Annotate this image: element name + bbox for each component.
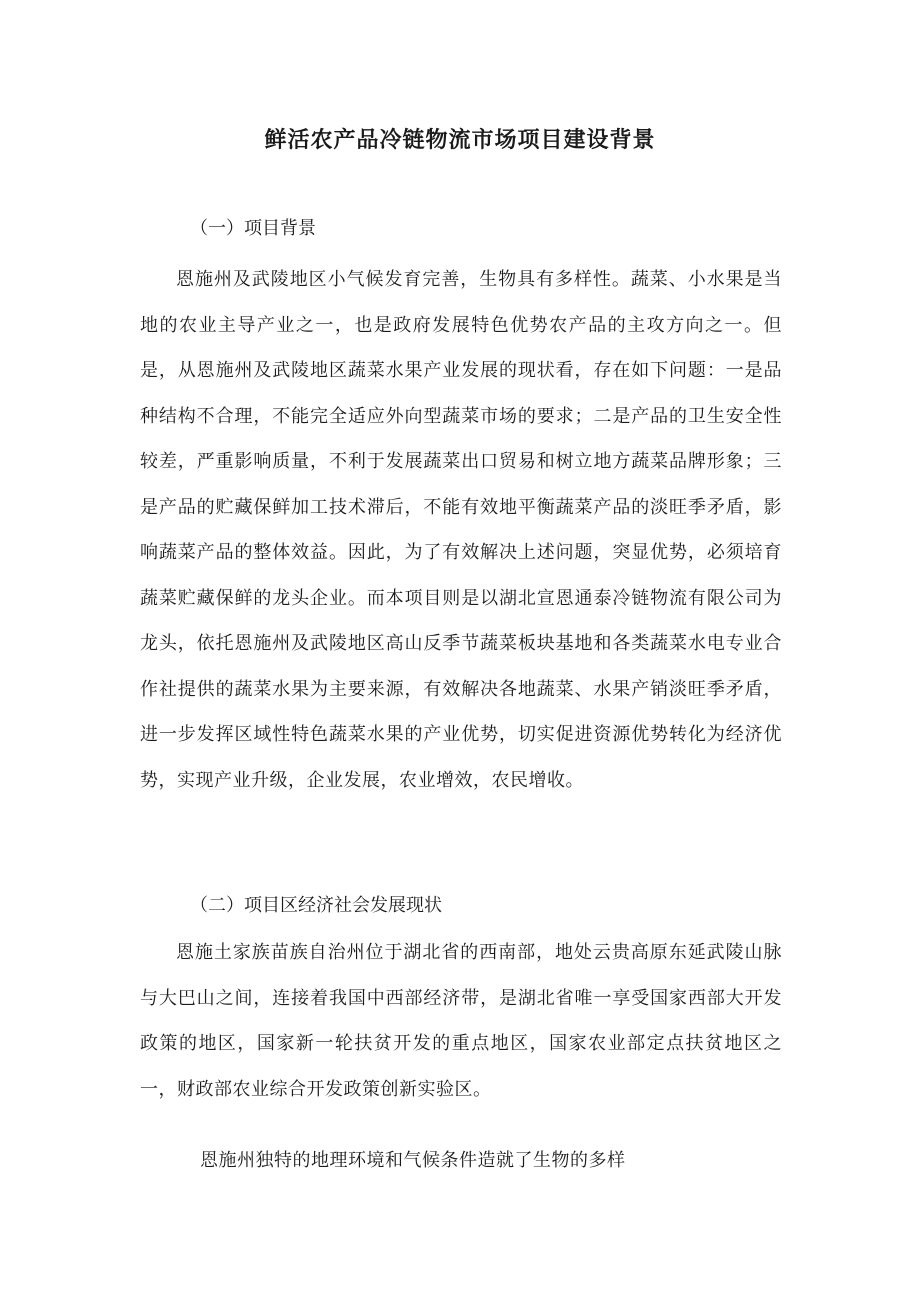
section-paragraph-background: 恩施州及武陵地区小气候发育完善，生物具有多样性。蔬菜、小水果是当地的农业主导产业之一，也是政府发展特色优势农产品的主攻方向之一。但是，从恩施州及武陵地区蔬菜水果产业发展的现状看，存在如下问题：一是品种结构不合理，不能完全适应外向型蔬菜市场的要求；二是产品的卫生安全性较差，严重影响质量，不利于发展蔬菜出口贸易和树立地方蔬菜品牌形象；三是产品的贮藏保鲜加工技术滞后，不能有效地平衡蔬菜产品的淡旺季矛盾，影响蔬菜产品的整体效益。因此，为了有效解决上述问题，突显优势，必须培育蔬菜贮藏保鲜的龙头企业。而本项目则是以湖北宣恩通泰冷链物流有限公司为龙头，依托恩施州及武陵地区高山反季节蔬菜板块基地和各类蔬菜水电专业合作社提供的蔬菜水果为主要来源，有效解决各地蔬菜、水果产销淡旺季矛盾，进一步发挥区域性特色蔬菜水果的产业优势，切实促进资源优势转化为经济优势，实现产业升级，企业发展，农业增效，农民增收。 — [140, 269, 782, 791]
section-paragraph-economic-status: 恩施土家族苗族自治州位于湖北省的西南部，地处云贵高原东延武陵山脉与大巴山之间，连接着我国中西部经济带，是湖北省唯一享受国家西部大开发政策的地区，国家新一轮扶贫开发的重点地区，国家农业部定点扶贫地区之一，财政部农业综合开发政策创新实验区。 — [140, 942, 782, 1100]
section-heading-background: （一）项目背景 — [190, 218, 316, 239]
document-title: 鲜活农产品冷链物流市场项目建设背景 — [264, 127, 656, 153]
section-heading-economic-status: （二）项目区经济社会发展现状 — [190, 895, 442, 916]
section-paragraph-continued: 恩施州独特的地理环境和气候条件造就了生物的多样 — [200, 1150, 626, 1171]
